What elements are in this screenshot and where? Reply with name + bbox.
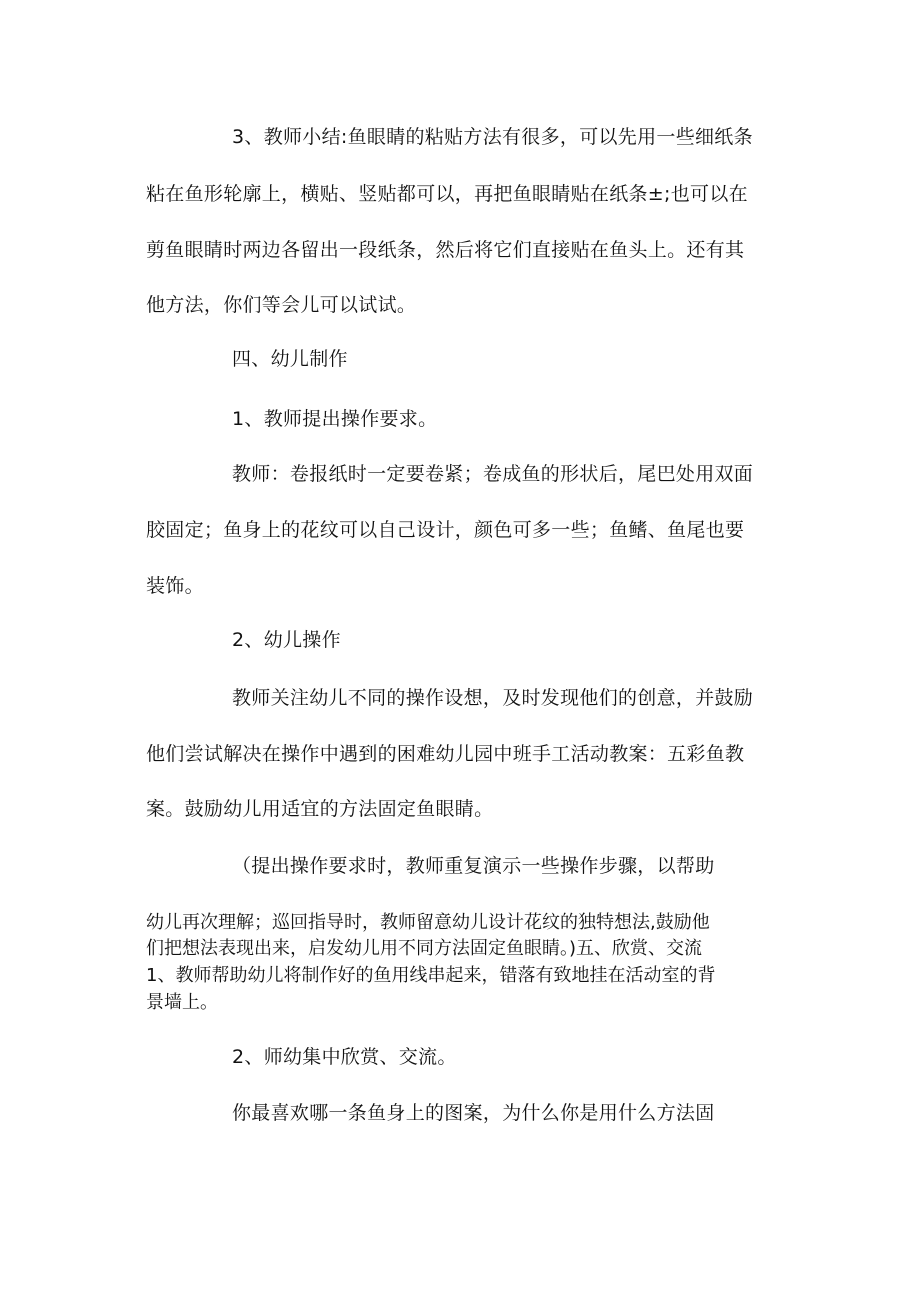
paragraph-line: 教师关注幼儿不同的操作设想，及时发现他们的创意，并鼓励 xyxy=(232,687,754,709)
paragraph-line: 1、教师帮助幼儿将制作好的鱼用线串起来，错落有致地挂在活动室的背 xyxy=(146,965,716,986)
subsection-heading: 2、师幼集中欣赏、交流。 xyxy=(232,1046,457,1068)
paragraph-line: 幼儿再次理解；巡回指导时，教师留意幼儿设计花纹的独特想法,鼓励他 xyxy=(146,912,710,933)
paragraph-line: 胶固定；鱼身上的花纹可以自己设计，颜色可多一些；鱼鳍、鱼尾也要 xyxy=(146,519,745,541)
paragraph-line: 他方法，你们等会儿可以试试。 xyxy=(146,294,417,316)
paragraph-line: 你最喜欢哪一条鱼身上的图案，为什么你是用什么方法固 xyxy=(232,1102,715,1124)
section-heading: 四、幼儿制作 xyxy=(232,348,348,370)
paragraph-line: 粘在鱼形轮廓上，横贴、竖贴都可以，再把鱼眼睛贴在纸条±;也可以在 xyxy=(146,183,748,205)
paragraph-line: 剪鱼眼睛时两边各留出一段纸条，然后将它们直接贴在鱼头上。还有其 xyxy=(146,239,745,261)
paragraph-line: 景墙上。 xyxy=(146,992,218,1013)
paragraph-line: 教师：卷报纸时一定要卷紧；卷成鱼的形状后，尾巴处用双面 xyxy=(232,463,754,485)
paragraph-line: （提出操作要求时，教师重复演示一些操作步骤，以帮助 xyxy=(232,855,715,877)
paragraph-line: 他们尝试解决在操作中遇到的困难幼儿园中班手工活动教案：五彩鱼教 xyxy=(146,743,745,765)
paragraph-line: 装饰。 xyxy=(146,575,204,597)
paragraph-line: 3、教师小结:鱼眼睛的粘贴方法有很多，可以先用一些细纸条 xyxy=(232,126,753,148)
subsection-heading: 1、教师提出操作要求。 xyxy=(232,408,438,430)
paragraph-line: 们把想法表现出来，启发幼儿用不同方法固定鱼眼睛。)五、欣赏、交流 xyxy=(146,938,703,959)
paragraph-line: 案。鼓励幼儿用适宜的方法固定鱼眼睛。 xyxy=(146,798,494,820)
subsection-heading: 2、幼儿操作 xyxy=(232,629,341,651)
